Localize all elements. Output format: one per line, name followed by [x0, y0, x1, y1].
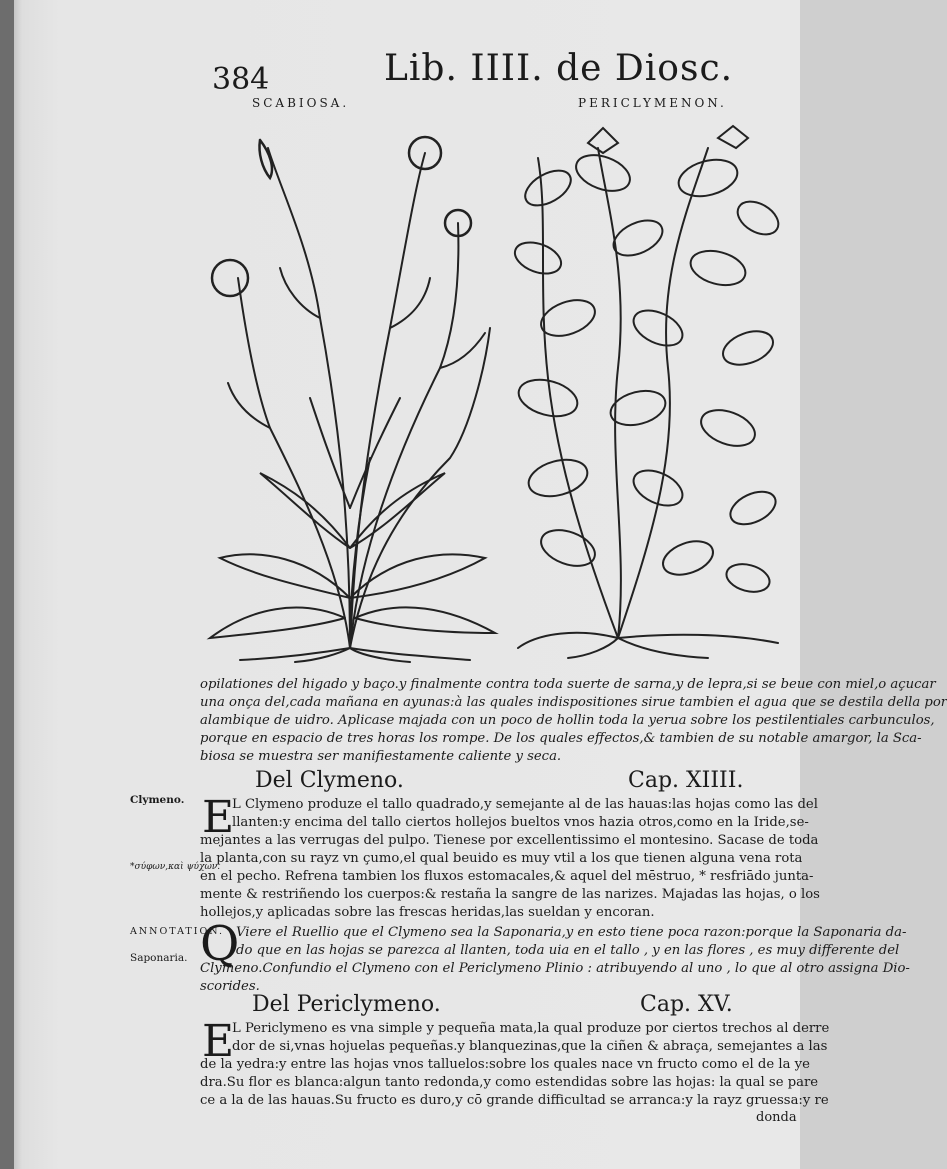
- dropcap-clymeno: E: [202, 792, 235, 843]
- section-title-periclymeno: Del Periclymeno.: [252, 992, 441, 1017]
- clymeno-text-line-1: L Clymeno produze el tallo quadrado,y semejante al de las hauas:las hojas como las del: [232, 797, 818, 812]
- periclymeno-text-line-3: de la yedra:y entre las hojas vnos talluelos:sobre los quales nace vn fructo como el de la ye: [200, 1057, 810, 1072]
- clymeno-text-line-7: hollejos,y aplicadas sobre las frescas heridas,las sueldan y encoran.: [200, 905, 655, 920]
- scabiosa-text-line-2: una onça del,cada mañana en ayunas:à las quales indispositiones sirue tambien el agua que se destila della por: [200, 695, 947, 710]
- clymeno-text-line-3: mejantes a las verrugas del pulpo. Tienese por excellentissimo el montesino. Sacase de toda: [200, 833, 819, 848]
- margin-note-annotation: ANNOTATION.: [130, 926, 225, 937]
- clymeno-text-line-6: mente & restriñendo los cuerpos:& restaña la sangre de las narizes. Majadas las hojas, o los: [200, 887, 820, 902]
- annotation-text-line-4: scorides.: [200, 979, 260, 994]
- scabiosa-text-line-3: alambique de uidro. Aplicase majada con un poco de hollin toda la yerua sobre los pestilentiales carbunculos,: [200, 713, 935, 728]
- figure-label-periclymenon: PERICLYMENON.: [578, 96, 727, 110]
- section-title-clymeno: Del Clymeno.: [255, 768, 404, 793]
- clymeno-text-line-4: la planta,con su rayz vn çumo,el qual beuido es muy vtil a los que tienen alguna vena rota: [200, 851, 803, 866]
- book-binding-shadow: [0, 0, 14, 1169]
- page-number: 384: [212, 62, 270, 97]
- dropcap-periclymeno: E: [202, 1016, 235, 1067]
- periclymeno-catchword: donda: [756, 1110, 797, 1125]
- clymeno-text-line-5: en el pecho. Refrena tambien los fluxos estomacales,& aquel del mēstruo, * resfriādo junta-: [200, 869, 814, 884]
- periclymeno-text-line-1: L Periclymeno es vna simple y pequeña mata,la qual produze por ciertos trechos al derre: [232, 1021, 830, 1036]
- annotation-text-line-3: Clymeno.Confundio el Clymeno con el Periclymeno Plinio : atribuyendo al uno , lo que al otro assigna Dio-: [200, 961, 910, 976]
- dropcap-annotation: Q: [200, 916, 240, 972]
- clymeno-text-line-2: llanten:y encima del tallo ciertos hollejos bueltos vnos hazia otros,como en la Iride,se-: [232, 815, 809, 830]
- chapter-number-periclymeno: Cap. XV.: [640, 992, 733, 1017]
- margin-note-greek: *σύφων,καὶ ψύχων.: [130, 862, 221, 872]
- periclymeno-text-line-4: dra.Su flor es blanca:algun tanto redonda,y como estendidas sobre las hojas: la qual se pare: [200, 1075, 819, 1090]
- scabiosa-text-line-5: biosa se muestra ser manifiestamente caliente y seca.: [200, 749, 562, 764]
- figure-label-scabiosa: SCABIOSA.: [252, 96, 350, 110]
- annotation-text-line-1: Viere el Ruellio que el Clymeno sea la Saponaria,y en esto tiene poca razon:porque la Saponaria da-: [236, 925, 907, 940]
- periclymeno-text-line-5: ce a la de las hauas.Su fructo es duro,y cō grande difficultad se arranca:y la rayz gruessa:y re: [200, 1093, 829, 1108]
- scabiosa-text-line-4: porque en espacio de tres horas los rompe. De los quales effectos,& tambien de su notable amargor, la Sca-: [200, 731, 922, 746]
- running-head: Lib. IIII. de Diosc.: [384, 48, 734, 89]
- periclymeno-text-line-2: dor de si,vnas hojuelas pequeñas.y blanquezinas,que la ciñen & abraça, semejantes a las: [232, 1039, 828, 1054]
- chapter-number-clymeno: Cap. XIIII.: [628, 768, 744, 793]
- periclymenon-woodcut: [508, 128, 783, 660]
- margin-note-saponaria: Saponaria.: [130, 952, 188, 964]
- scabiosa-text-line-1: opilationes del higado y baço.y finalmente contra toda suerte de sarna,y de lepra,si se beue con miel,o açucar: [200, 677, 936, 692]
- margin-note-clymeno: Clymeno.: [130, 794, 185, 806]
- annotation-text-line-2: do que en las hojas se parezca al llanten, toda uia en el tallo , y en las flores , es muy differente del: [236, 943, 900, 958]
- scabiosa-woodcut: [200, 128, 500, 663]
